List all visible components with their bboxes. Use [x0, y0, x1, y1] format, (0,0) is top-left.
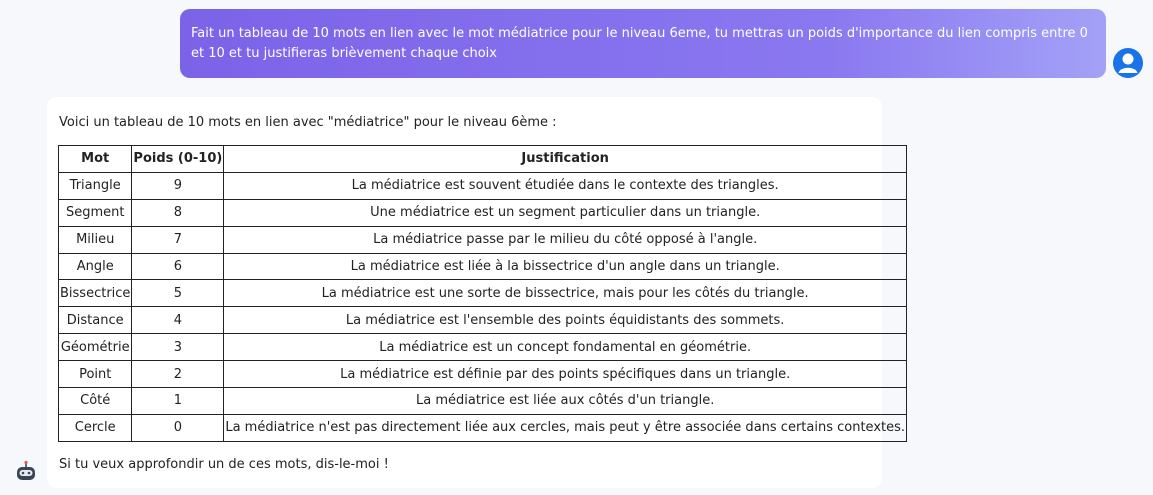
cell-mot: Point	[59, 361, 132, 388]
cell-mot: Bissectrice	[59, 280, 132, 307]
cell-justification: La médiatrice passe par le milieu du côté opposé à l'angle.	[224, 226, 907, 253]
assistant-intro-text: Voici un tableau de 10 mots en lien avec "médiatrice" pour le niveau 6ème :	[59, 115, 557, 130]
assistant-message-card	[47, 97, 906, 488]
header-mot: Mot	[59, 146, 132, 173]
cell-justification: La médiatrice est un concept fondamental en géométrie.	[224, 334, 907, 361]
cell-poids: 6	[132, 253, 224, 280]
cell-mot: Angle	[59, 253, 132, 280]
cell-poids: 7	[132, 226, 224, 253]
cell-justification: La médiatrice n'est pas directement liée aux cercles, mais peut y être associée dans certains contextes.	[224, 414, 907, 441]
table-row	[59, 172, 907, 199]
cell-mot: Milieu	[59, 226, 132, 253]
cell-mot: Géométrie	[59, 334, 132, 361]
cell-justification: La médiatrice est liée à la bissectrice d'un angle dans un triangle.	[224, 253, 907, 280]
cell-poids: 1	[132, 388, 224, 415]
cell-poids: 4	[132, 307, 224, 334]
cell-justification: Une médiatrice est un segment particulier dans un triangle.	[224, 199, 907, 226]
robot-icon	[14, 460, 38, 484]
user-avatar-icon	[1113, 48, 1143, 78]
cell-justification: La médiatrice est souvent étudiée dans le contexte des triangles.	[224, 172, 907, 199]
cell-mot: Côté	[59, 388, 132, 415]
cell-mot: Segment	[59, 199, 132, 226]
cell-justification: La médiatrice est une sorte de bissectrice, mais pour les côtés du triangle.	[224, 280, 907, 307]
assistant-outro-text: Si tu veux approfondir un de ces mots, dis-le-moi !	[59, 457, 389, 472]
table-row	[59, 307, 907, 334]
table-row	[59, 253, 907, 280]
cell-poids: 8	[132, 199, 224, 226]
header-poids: Poids (0-10)	[132, 146, 224, 173]
words-table	[58, 145, 907, 442]
cell-poids: 3	[132, 334, 224, 361]
table-row	[59, 280, 907, 307]
table-header-row	[59, 146, 907, 173]
table-row	[59, 388, 907, 415]
cell-mot: Triangle	[59, 172, 132, 199]
cell-poids: 2	[132, 361, 224, 388]
cell-justification: La médiatrice est liée aux côtés d'un triangle.	[224, 388, 907, 415]
user-message-bubble	[180, 9, 1106, 78]
cell-poids: 5	[132, 280, 224, 307]
header-justification: Justification	[224, 146, 907, 173]
table-row	[59, 199, 907, 226]
cell-poids: 0	[132, 414, 224, 441]
cell-mot: Distance	[59, 307, 132, 334]
cell-justification: La médiatrice est définie par des points spécifiques dans un triangle.	[224, 361, 907, 388]
cell-mot: Cercle	[59, 414, 132, 441]
cell-justification: La médiatrice est l'ensemble des points équidistants des sommets.	[224, 307, 907, 334]
cell-poids: 9	[132, 172, 224, 199]
table-row	[59, 226, 907, 253]
table-row	[59, 414, 907, 441]
table-row	[59, 334, 907, 361]
user-message-text: Fait un tableau de 10 mots en lien avec le mot médiatrice pour le niveau 6eme, tu mettras un poids d'importance du lien compris entre 0 et 10 et tu justifieras brièvement chaque choix	[191, 26, 1088, 61]
table-row	[59, 361, 907, 388]
